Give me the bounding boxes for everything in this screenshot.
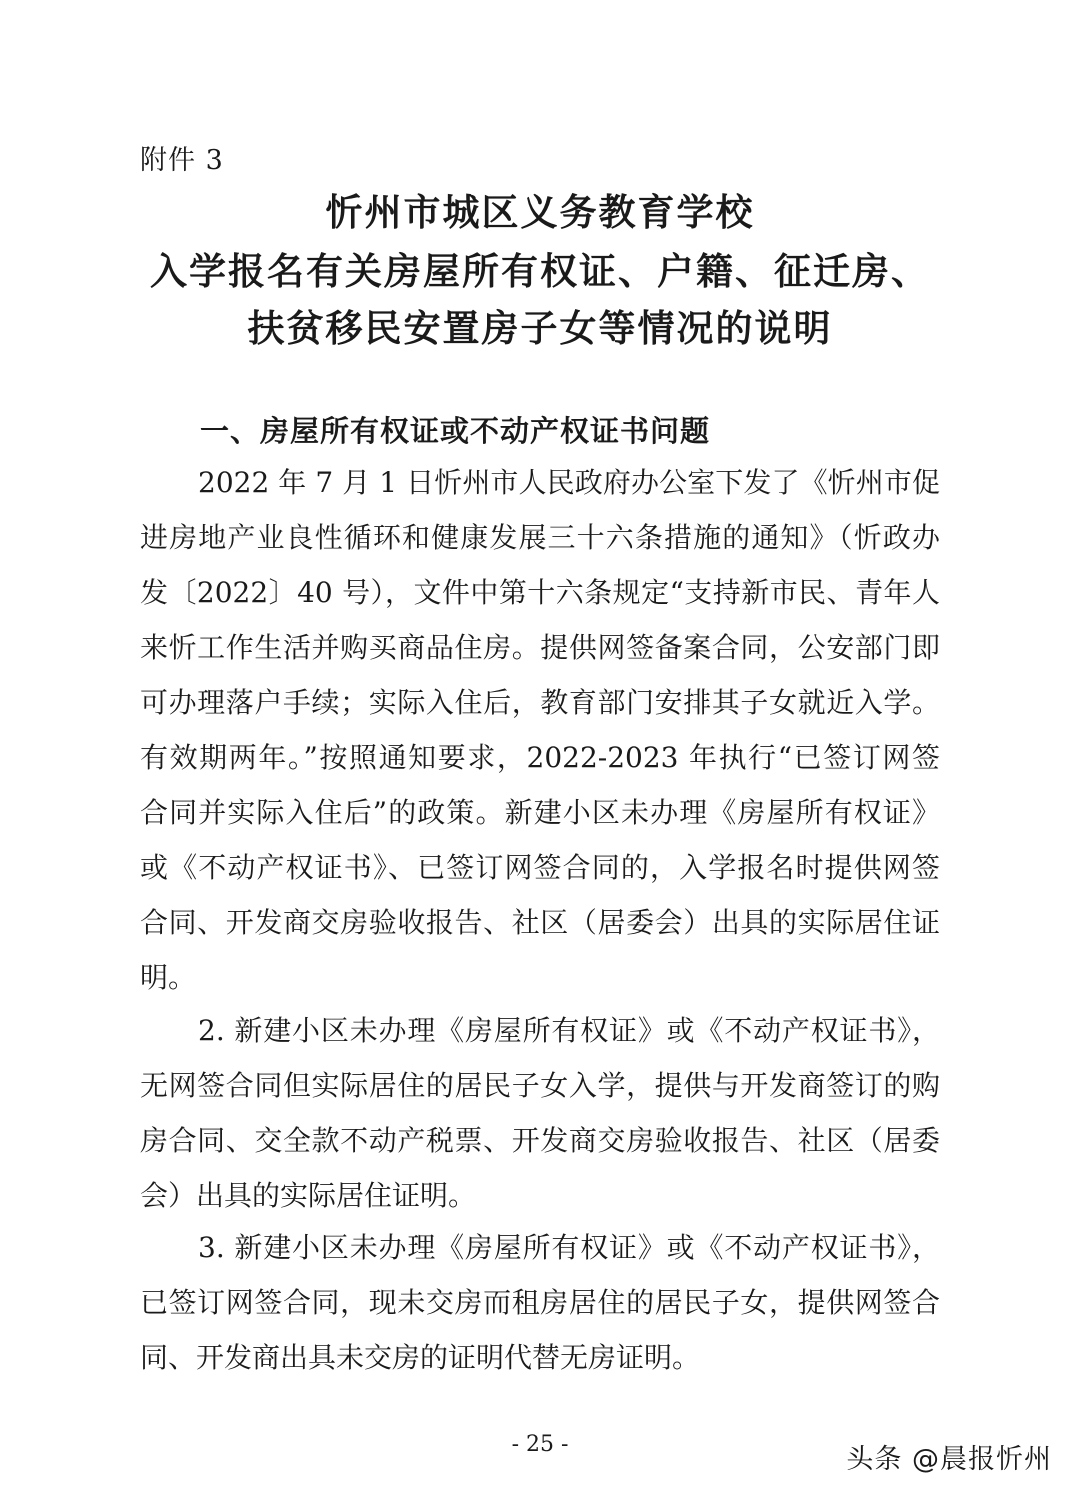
paragraph-line: 有效期两年。”按照通知要求，2022-2023 年执行“已签订网签 <box>140 741 940 774</box>
paragraph-line: 无网签合同但实际居住的居民子女入学，提供与开发商签订的购 <box>140 1069 940 1102</box>
paragraph-line: 2022 年 7 月 1 日忻州市人民政府办公室下发了《忻州市促 <box>198 466 940 499</box>
paragraph-line: 合同并实际入住后”的政策。新建小区未办理《房屋所有权证》 <box>140 796 940 829</box>
paragraph-line: 进房地产业良性循环和健康发展三十六条措施的通知》（忻政办 <box>140 521 940 554</box>
paragraph-line: 房合同、交全款不动产税票、开发商交房验收报告、社区（居委 <box>140 1124 940 1157</box>
paragraph-line: 发〔2022〕40 号），文件中第十六条规定“支持新市民、青年人 <box>140 576 940 609</box>
document-title-line-3: 扶贫移民安置房子女等情况的说明 <box>247 306 833 350</box>
attachment-label: 附件 3 <box>140 145 224 176</box>
paragraph-line: 可办理落户手续；实际入住后，教育部门安排其子女就近入学。 <box>140 686 940 719</box>
paragraph-line: 或《不动产权证书》、已签订网签合同的，入学报名时提供网签 <box>140 851 940 884</box>
paragraph-line: 已签订网签合同，现未交房而租房居住的居民子女，提供网签合 <box>140 1286 940 1319</box>
paragraph-line: 2. 新建小区未办理《房屋所有权证》或《不动产权证书》， <box>198 1014 940 1047</box>
source-watermark: 头条 @晨报忻州 <box>846 1444 1052 1475</box>
document-title-line-1: 忻州市城区义务教育学校 <box>325 190 755 234</box>
paragraph-line: 合同、开发商交房验收报告、社区（居委会）出具的实际居住证 <box>140 906 940 939</box>
paragraph-line: 明。 <box>140 961 197 994</box>
paragraph-line: 来忻工作生活并购买商品住房。提供网签备案合同，公安部门即 <box>140 631 940 664</box>
page-number: - 25 - <box>511 1432 569 1457</box>
document-title-line-2: 入学报名有关房屋所有权证、户籍、征迁房、 <box>150 249 930 293</box>
paragraph-line: 3. 新建小区未办理《房屋所有权证》或《不动产权证书》， <box>198 1231 940 1264</box>
section-heading: 一、房屋所有权证或不动产权证书问题 <box>200 414 711 448</box>
paragraph-line: 同、开发商出具未交房的证明代替无房证明。 <box>140 1341 701 1374</box>
paragraph-line: 会）出具的实际居住证明。 <box>140 1179 477 1212</box>
